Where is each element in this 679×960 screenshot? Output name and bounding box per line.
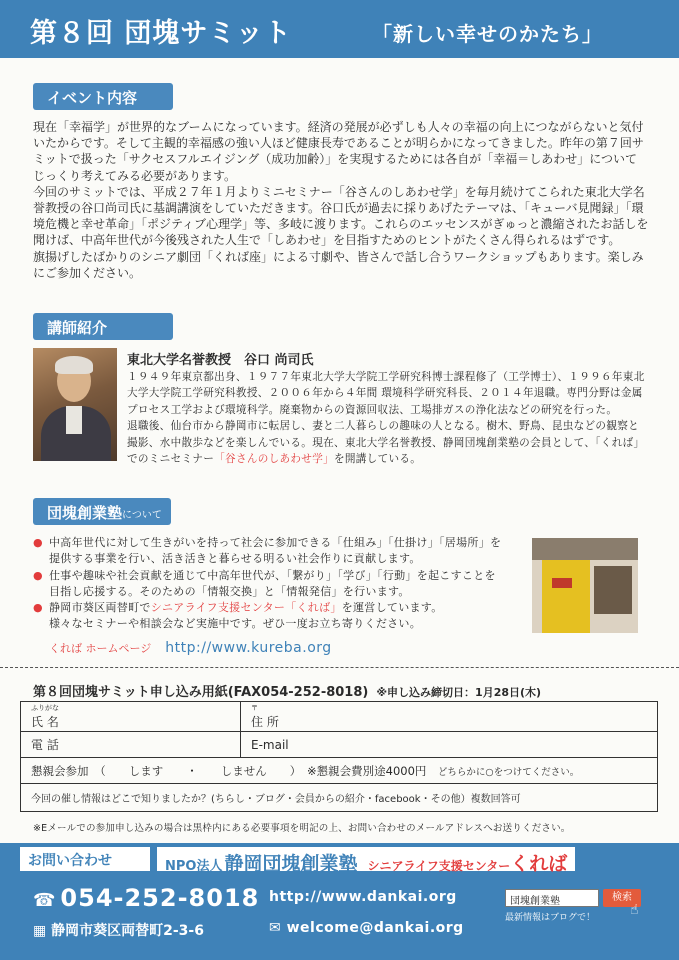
list-item-continuation: 目指し応援する。そのための「情報交換」と「情報発信」を行います。 bbox=[49, 584, 410, 598]
list-item-continuation: 様々なセミナーや相談会など実施中です。ぜひ一度お立ち寄りください。 bbox=[49, 617, 422, 631]
phone-number[interactable]: ☎ 054-252-8018 bbox=[33, 884, 260, 912]
bullet-icon: ● bbox=[33, 601, 43, 615]
phone-icon: ☎ bbox=[33, 890, 57, 911]
website-link[interactable]: http://www.dankai.org bbox=[269, 889, 457, 905]
name-field[interactable]: ふりがな 氏 名 bbox=[21, 702, 241, 732]
search-input[interactable]: 団塊創業塾 bbox=[505, 889, 599, 907]
event-paragraph: 旗揚げしたばかりのシニア劇団「くれば座」による寸劇や、皆さんで話し合うワークショップもあります。楽しみにご参加ください。 bbox=[33, 249, 644, 280]
juku-bullet-list bbox=[33, 535, 513, 633]
page-subtitle: 「新しい幸せのかたち」 bbox=[372, 22, 603, 46]
party-participation-field[interactable]: 懇親会参加 （ します ・ しません ） ※懇親会費別途4000円 どちらかに○をつけてください。 bbox=[21, 758, 658, 784]
storefront-photo bbox=[532, 538, 638, 633]
contact-label: お問い合わせ bbox=[20, 847, 150, 871]
section-label-juku: 団塊創業塾について bbox=[33, 498, 171, 525]
list-item: ● 静岡市葵区両替町でシニアライフ支援センター「くれば」を運営しています。 bbox=[33, 600, 513, 616]
phone-field[interactable]: 電 話 bbox=[21, 732, 241, 758]
form-title: 第８回団塊サミット申し込み用紙(FAX054-252-8018) ※申し込み締切日：1月28日(木) bbox=[33, 685, 542, 700]
event-paragraph: 現在「幸福学」が世界的なブームになっています。経済の発展が必ずしも人々の幸福の向上につながらないと気付いたからです。そして主観的幸福感の強い人ほど健康長寿であることが明らかになってきました。昨年の第７回サミットで扱った「サクセスフルエイジング（成功加齢）」を実現するためには各自が「幸福＝しあわせ」についてじっくり考えてみる必要があります。 bbox=[33, 120, 644, 183]
page-title: 第８回 団塊サミット bbox=[30, 18, 292, 49]
mail-icon: ✉ bbox=[269, 920, 287, 936]
address-text: ▦ 静岡市葵区両替町2-3-6 bbox=[33, 923, 204, 939]
section-label-instructor: 講師紹介 bbox=[33, 313, 173, 340]
instructor-name: 東北大学名誉教授 谷口 尚司氏 bbox=[127, 353, 314, 368]
seminar-title: 「谷さんのしあわせ学」 bbox=[214, 453, 334, 466]
list-item-continuation: 提供する事業を行い、活き活きと暮らせる明るい社会作りに貢献します。 bbox=[49, 552, 421, 566]
list-item: ● 仕事や趣味や社会貢献を通じて中高年世代が、「繋がり」「学び」「行動」を起こすことを bbox=[33, 568, 513, 584]
event-description bbox=[33, 119, 649, 281]
pointer-cursor-icon: ☝ bbox=[630, 902, 639, 918]
instructor-bio-current: 退職後、仙台市から静岡市に転居し、妻と二人暮らしの趣味の人となる。樹木、野鳥、昆虫などの観察と撮影、水中散歩などを楽しんでいる。現在、東北大学名誉教授、静岡団塊創業塾の会員として、「くれば」でのミニセミナー「谷さんのしあわせ学」を開講している。 bbox=[127, 420, 645, 466]
email-note: ※Eメールでの参加申し込みの場合は黒枠内にある必要事項を明記の上、お問い合わせのメールアドレスへお送りください。 bbox=[33, 823, 571, 834]
instructor-photo bbox=[33, 348, 117, 461]
instructor-bio bbox=[127, 369, 647, 467]
organization-name: NPO法人 静岡団塊創業塾 シニアライフ支援センターくれば bbox=[157, 847, 575, 871]
email-field[interactable]: E-mail bbox=[241, 732, 658, 758]
event-paragraph: 今回のサミットでは、平成２７年１月よりミニセミナー「谷さんのしあわせ学」を毎月続けてこられた東北大学名誉教授の谷口尚司氏に基調講演をしていただきます。谷口氏が過去に採りあげたテーマは、「キューバ見聞録」「環境危機と幸せ革命」「ポジティブ心理学」等、多岐に渡ります。これらのエッセンスがぎゅっと濃縮されたお話しを聞けば、中高年世代が今後残された人生で「しあわせ」を目指すためのヒントがたくさん得られるはずです。 bbox=[33, 184, 649, 248]
bullet-icon: ● bbox=[33, 536, 43, 549]
email-link[interactable]: ✉ welcome@dankai.org bbox=[269, 920, 464, 936]
search-button[interactable]: 検索 bbox=[603, 889, 641, 907]
search-caption: 最新情報はブログで！ bbox=[505, 913, 596, 923]
bullet-icon: ● bbox=[33, 568, 43, 582]
list-item: ● 中高年世代に対して生きがいを持って社会に参加できる「仕組み」「仕掛け」「居場所」を bbox=[33, 535, 513, 551]
instructor-bio-career: １９４９年東京都出身、１９７７年東北大学大学院工学研究科博士課程修了（工学博士）、１９９６年東北大学大学院工学研究科教授、２００６年から４年間 環境科学研究科長、２０１４年退職。専門分野は金属プロセス工学および環境科学。廃棄物からの資源回収法、工場排ガスの浄化法などの研究を行った。 bbox=[127, 371, 645, 416]
form-deadline: ※申し込み締切日：1月28日(木) bbox=[376, 686, 542, 699]
header-banner bbox=[0, 0, 679, 58]
application-form bbox=[20, 701, 658, 812]
cut-line bbox=[0, 667, 679, 668]
info-source-field[interactable]: 今回の催し情報はどこで知りましたか？(ちらし・ブログ・会員からの紹介・facebook・その他）複数回答可 bbox=[21, 784, 658, 812]
homepage-link[interactable]: http://www.kureba.org bbox=[165, 640, 332, 656]
address-field[interactable]: 〒 住 所 bbox=[241, 702, 658, 732]
building-icon: ▦ bbox=[33, 923, 52, 939]
homepage-label: くれば ホームページ bbox=[49, 642, 152, 655]
homepage-link-row bbox=[49, 640, 332, 656]
section-label-event: イベント内容 bbox=[33, 83, 173, 110]
